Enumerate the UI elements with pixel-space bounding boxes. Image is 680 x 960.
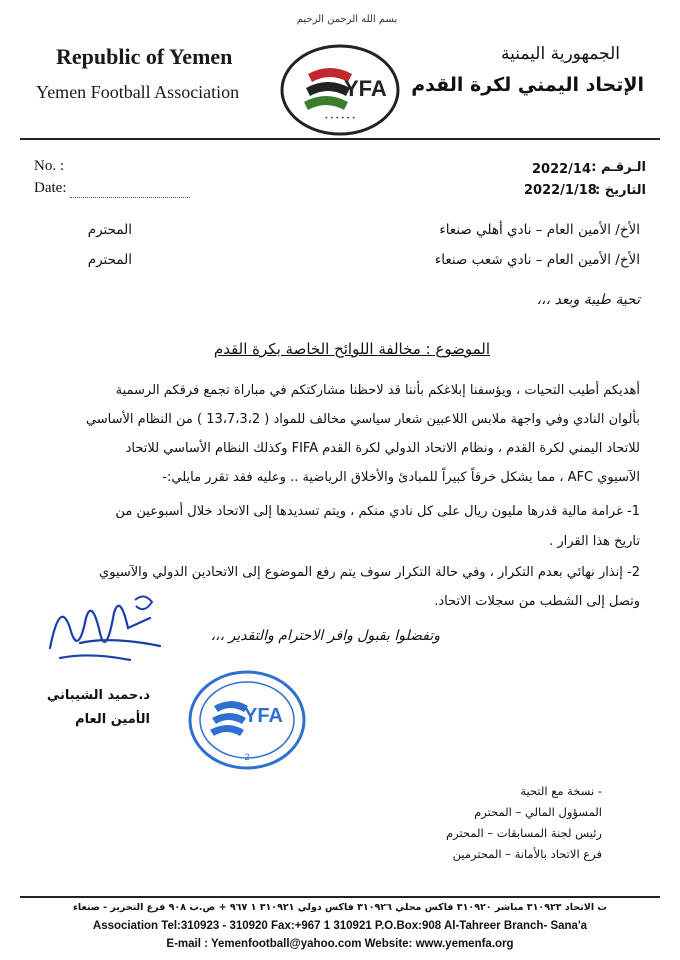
- copy-1: المسؤول المالي – المحترم: [474, 805, 602, 819]
- body-line-1: أهديكم أطيب التحيات ، ويؤسفنا إبلاغكم بأننا قد لاحظنا مشاركتكم في مباراة تجمع فرقكم الرسمية: [115, 383, 640, 398]
- number-value: 2022/14: [532, 162, 592, 177]
- body-line-5: 1- غرامة مالية قدرها مليون ريال على كل نادي منكم ، ويتم تسديدها إلى الاتحاد خلال أسبوعين من: [115, 504, 640, 519]
- recipient-2: الأخ/ الأمين العام – نادي شعب صنعاء: [434, 252, 640, 268]
- recipient-1-honorific: المحترم: [87, 222, 132, 238]
- footer-rule: [20, 896, 660, 898]
- copies-heading: - نسخة مع التحية: [520, 784, 602, 798]
- body-line-7: 2- إنذار نهائي بعدم التكرار ، وفي حالة التكرار سوف يتم رفع الموضوع إلى الاتحادين الدولي والآسيوي: [99, 565, 640, 580]
- republic-of-yemen-ar: الجمهورية اليمنية: [500, 44, 620, 64]
- logo-text: YFA: [344, 76, 387, 101]
- copy-3: فرع الاتحاد بالأمانة – المحترمين: [452, 847, 602, 861]
- date-label-en: [34, 180, 190, 198]
- date-dotted-line: [70, 180, 190, 198]
- copy-2: رئيس لجنة المسابقات – المحترم: [446, 826, 602, 840]
- republic-of-yemen-en: Republic of Yemen: [56, 44, 233, 69]
- signature: [40, 588, 170, 678]
- header-rule: [20, 138, 660, 140]
- stamp-number: 2: [244, 752, 250, 762]
- body-line-8: وتصل إلى الشطب من سجلات الاتحاد.: [434, 594, 640, 609]
- basmala: بسم الله الرحمن الرحيم: [296, 14, 398, 25]
- number-label-en-text: No. :: [34, 158, 64, 174]
- association-name-ar: الإتحاد اليمني لكرة القدم: [411, 74, 644, 96]
- svg-text:• • • • • •: • • • • • •: [324, 115, 356, 122]
- greeting: تحية طيبة وبعد ،،،: [536, 292, 640, 308]
- date-label-en-text: Date:: [34, 180, 67, 196]
- date-value: 2022/1/18: [524, 183, 597, 198]
- official-stamp: [186, 668, 308, 772]
- date-label-ar: التاريخ :: [595, 183, 646, 198]
- body-line-2: بألوان النادي وفي واجهة ملابس اللاعبين شعار سياسي مخالف للمواد ( 13،7،3،2 ) من النظام الأساسي: [85, 412, 640, 427]
- recipient-1: الأخ/ الأمين العام – نادي أهلي صنعاء: [439, 222, 640, 238]
- subject: الموضوع : مخالفة اللوائح الخاصة بكرة القدم: [213, 340, 490, 358]
- number-label-en: [34, 158, 64, 175]
- stamp-text: YFA: [244, 705, 283, 727]
- body-line-3: للاتحاد اليمني لكرة القدم ، ونظام الاتحاد الدولي لكرة القدم FIFA وكذلك النظام الأساسي للاتحاد: [125, 441, 640, 456]
- recipient-2-honorific: المحترم: [87, 252, 132, 268]
- body-line-4: الآسيوي AFC ، مما يشكل خرقاً كبيراً للمبادئ والأخلاق الرياضية .. وعليه فقد تقرر مايلي:-: [162, 470, 640, 485]
- closing: وتفضلوا بقبول وافر الاحترام والتقدير ،،،: [210, 628, 440, 644]
- number-label-ar: الـرقـم :: [591, 160, 646, 175]
- footer-arabic: ت الاتحاد ٣١٠٩٢٣ مباشر ٣١٠٩٢٠ فاكس محلي ٣١٠٩٢٦ فاكس دولي ٣١٠٩٢١ ١ ٩٦٧ + ص.ب ٩٠٨ فرع التحرير - صنعاء: [73, 902, 607, 913]
- footer-email-website: E-mail : Yemenfootball@yahoo.com Website: www.yemenfa.org: [166, 938, 514, 950]
- association-name-en: Yemen Football Association: [36, 82, 240, 102]
- signatory-name: د.حميد الشيباني: [46, 688, 150, 703]
- signatory-title: الأمين العام: [75, 712, 150, 727]
- body-line-6: تاريخ هذا القرار .: [549, 534, 640, 549]
- footer-english-contact: Association Tel:310923 - 310920 Fax:+967 1 310921 P.O.Box:908 Al-Tahreer Branch- Sana'a: [92, 920, 588, 932]
